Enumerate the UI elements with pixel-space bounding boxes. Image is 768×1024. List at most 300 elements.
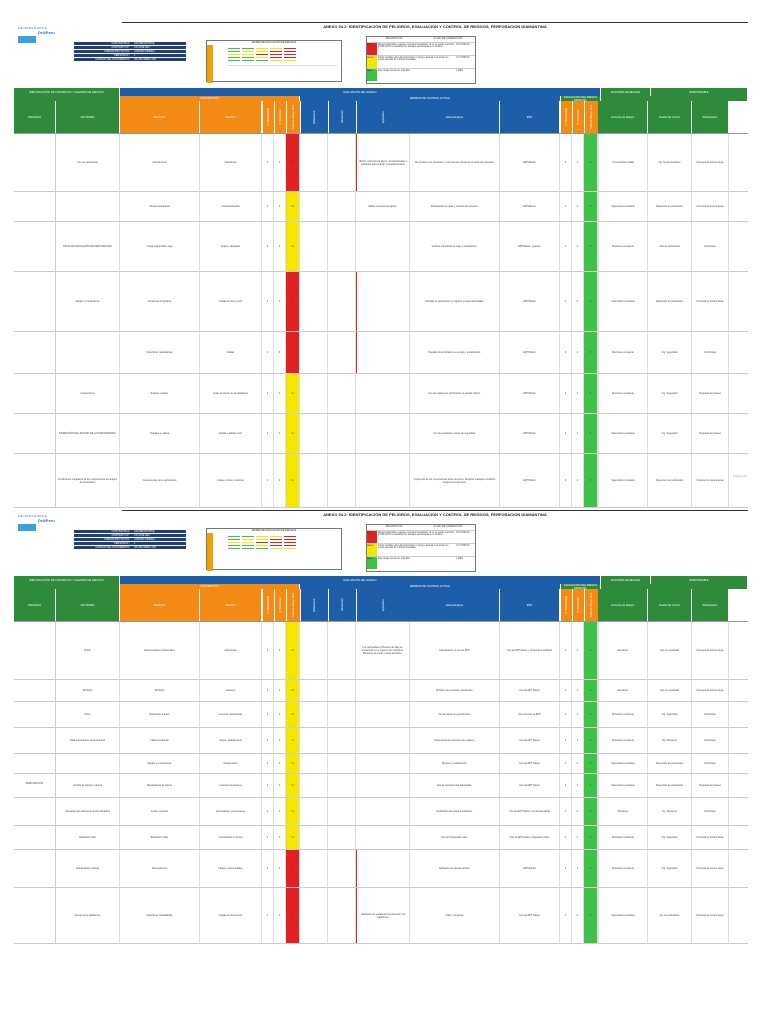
header-descripcion: DESCRIPCIÓN <box>120 96 300 101</box>
cell-nivel: 11 <box>286 798 300 825</box>
header-residual: EVALUACIÓN DEL RIESGO RESIDUAL <box>561 96 601 101</box>
header-medidas-2: MEDIDAS DE CONTROL ACTUAL <box>300 584 561 589</box>
cell-ingenieria: Utilizar vehículos de apoyo, acondicionados y validados para realizar el desplazamiento <box>356 134 410 191</box>
cell-p: 2 <box>262 798 274 825</box>
cell-s: 3 <box>274 888 286 943</box>
cell-nivel: 11 <box>286 774 300 797</box>
header-row-3b <box>14 589 748 621</box>
cell-s: 3 <box>274 754 286 773</box>
cell-empty <box>300 332 328 373</box>
legend-time: 1 MES <box>456 558 463 560</box>
cell-ingenieria <box>356 332 410 373</box>
cell-s: 3 <box>274 272 286 331</box>
cell-s: 3 <box>274 134 286 191</box>
cell-admin: Traslado de perforación en equipo y señalización. <box>410 332 500 373</box>
brand-name: DrillPeru <box>38 30 55 35</box>
cell-admin: Mantenimiento preventivo de equipos. <box>410 728 500 753</box>
cell-epp: Uso de EPP básico <box>500 680 560 701</box>
cell-rp: 2 <box>560 622 572 679</box>
cell-empty <box>328 192 356 221</box>
cell-rn: 5 <box>584 680 598 701</box>
legend-col-1: DESCRIPCIÓN <box>385 37 403 40</box>
header-medidas: MEDIDAS DE CONTROL ACTUAL <box>300 96 561 101</box>
info-label: CONTRATISTA: <box>74 530 132 533</box>
cell-part: Personal de toda la tarea <box>692 680 729 701</box>
cell-riesgo: Quemaduras en la piel <box>200 826 262 849</box>
cell-riesgo: Lesiones musculares <box>200 774 262 797</box>
title-rule-2 <box>122 510 748 511</box>
logo-mark-2 <box>18 524 36 531</box>
cell-epp: Uso de EPP básico <box>500 774 560 797</box>
column-header-n_sev: N° Severidad <box>572 589 584 621</box>
cell-nivel: 15 <box>286 850 300 887</box>
cell-ingenieria: Utilizar vehículos de apoyo <box>356 192 410 221</box>
cell-ingenieria <box>356 414 410 453</box>
column-header-acciones_col: Acciones de Mejora <box>598 101 648 133</box>
cell-peligro: Vehículo/vías <box>120 134 200 191</box>
legend-level: MEDIO <box>367 57 374 59</box>
cell-nivel: 11 <box>286 192 300 221</box>
cell-p: 2 <box>262 414 274 453</box>
cell-actividad: Operación del sistema de aceite hidráulico <box>56 798 120 825</box>
cell-empty <box>328 774 356 797</box>
cell-actividad: Vibración <box>56 680 120 701</box>
legend-level: BAJO <box>367 558 373 560</box>
cell-epp: Uso de EPP básico, bloqueador solar <box>500 826 560 849</box>
table-row <box>14 332 748 374</box>
cell-part: Perforistas <box>692 754 729 773</box>
legend-row <box>367 543 475 556</box>
cell-part: Personal de toda la tarea <box>692 826 729 849</box>
column-header-eliminacion: Eliminación <box>300 589 328 621</box>
cell-epp: EPP Básico <box>500 414 560 453</box>
page-2 <box>14 510 748 1024</box>
cell-epp: EPP Básico <box>500 272 560 331</box>
header-evaluacion-2: EVALUACIÓN DEL RIESGO <box>120 576 601 584</box>
cell-rp: 2 <box>560 774 572 797</box>
cell-rn: 5 <box>584 728 598 753</box>
cell-part: Personal de toda la tarea <box>692 134 729 191</box>
cell-rs: 2 <box>572 622 584 679</box>
info-label: VERSIÓN N°: <box>74 542 132 545</box>
info-label: UNIDAD/PROYECTO: <box>74 50 132 53</box>
cell-nivel: 11 <box>286 454 300 507</box>
cell-actividad: Cambio de barras y tubería <box>56 774 120 797</box>
column-header-dueno: Dueño del control <box>648 589 692 621</box>
table-body-2 <box>14 621 748 944</box>
cell-peligro: Vibración <box>120 680 200 701</box>
legend-col-2: PLAZO DE CORRECCIÓN <box>433 37 463 40</box>
cell-nivel: 11 <box>286 622 300 679</box>
cell-p: 3 <box>262 754 274 773</box>
cell-p: 2 <box>262 332 274 373</box>
cell-p: 3 <box>262 222 274 271</box>
cell-empty <box>328 728 356 753</box>
column-header-nivel: Nivel de Riesgo Puro <box>584 589 598 621</box>
cell-dueno: Jefe de perforación <box>648 222 692 271</box>
cell-empty <box>300 272 328 331</box>
cell-ingenieria <box>356 222 410 271</box>
column-header-peligro: PELIGRO <box>120 589 200 621</box>
document-title-2: ANEXO 04.2: IDENTIFICACIÓN DE PELIGROS, EVALUACIÓN Y CONTROL DE RIESGOS, PERFORACIÓN DIAMANTINA <box>323 512 547 517</box>
risk-grid-cell <box>227 59 241 62</box>
info-label: CONTRATO N°: <box>74 534 132 537</box>
column-header-eliminacion: Eliminación <box>300 101 328 133</box>
cell-rn: 5 <box>584 774 598 797</box>
cell-rn: 5 <box>584 622 598 679</box>
cell-s: 3 <box>274 332 286 373</box>
risk-grid-cell <box>283 547 297 550</box>
cell-s: 3 <box>274 798 286 825</box>
cell-dueno: Ing. Mecánico <box>648 728 692 753</box>
brand-name-2: DrillPeru <box>38 518 55 523</box>
cell-admin: Verificar maniobras de izaje y señalización. <box>410 222 500 271</box>
info-value: 1 <box>132 542 186 545</box>
cell-epp: EPP Básico <box>500 454 560 507</box>
cell-accion: Monitoreo constante <box>598 728 648 753</box>
cell-riesgo: Caídas a distinto nivel <box>200 414 262 453</box>
cell-p: 2 <box>262 728 274 753</box>
cell-rn: 8 <box>584 134 598 191</box>
cell-rs: 2 <box>572 798 584 825</box>
cell-empty <box>328 622 356 679</box>
cell-actividad: TRASLADO DE EQUIPO DE PERFORACIÓN <box>56 222 120 271</box>
cell-epp: EPP Básico <box>500 192 560 221</box>
info-value: GS-DR-IPERC-001 <box>132 58 186 61</box>
cell-p: 3 <box>262 134 274 191</box>
cell-accion: Monitoreo constante <box>598 826 648 849</box>
cell-empty <box>328 272 356 331</box>
cell-riesgo: Volcaduras <box>200 134 262 191</box>
header-row-3 <box>14 101 748 133</box>
cell-admin: Rotación de personal y descansos. <box>410 680 500 701</box>
column-header-epp: EPP <box>500 101 560 133</box>
cell-p: 2 <box>262 454 274 507</box>
cell-rs: 2 <box>572 888 584 943</box>
table-row <box>14 728 748 754</box>
cell-empty <box>328 798 356 825</box>
cell-accion: Monitoreo constante <box>598 374 648 413</box>
cell-epp: EPP Básico <box>500 850 560 887</box>
cell-part: Personal de la tarea <box>692 414 729 453</box>
cell-rp: 2 <box>560 798 572 825</box>
cell-rn: 8 <box>584 272 598 331</box>
info-value: UNIDAD MINERA <box>132 538 186 541</box>
cell-empty <box>328 850 356 887</box>
column-header-ingenieria: Ingeniería <box>356 101 410 133</box>
cell-dueno: Ing. Mecánico <box>648 798 692 825</box>
legend-swatch <box>367 43 377 55</box>
cell-epp: EPP Básico <box>500 374 560 413</box>
cell-p: 2 <box>262 850 274 887</box>
cell-riesgo: Lesiones respiratorias <box>200 702 262 727</box>
cell-rs: 2 <box>572 728 584 753</box>
cell-ingenieria: Utilización de escaleras para acceder a la plataforma. <box>356 888 410 943</box>
column-header-n_sev: N° Severidad <box>274 589 286 621</box>
table-row <box>14 454 748 508</box>
cell-nivel: 11 <box>286 754 300 773</box>
cell-ingenieria <box>356 680 410 701</box>
cell-rs: 2 <box>572 192 584 221</box>
cell-rn: 5 <box>584 798 598 825</box>
cell-empty <box>300 702 328 727</box>
cell-accion: Supervisión constante <box>598 454 648 507</box>
cell-s: 2 <box>274 374 286 413</box>
risk-grid-cell <box>255 547 269 550</box>
risk-grid-cell <box>227 547 241 550</box>
header-acciones: ACCIONES DE MEJORA <box>601 88 651 96</box>
cell-part: Personal de la tarea <box>692 374 729 413</box>
table-row <box>14 888 748 944</box>
cell-peligro: Exposición a polvo <box>120 702 200 727</box>
cell-empty <box>300 754 328 773</box>
cell-empty <box>328 134 356 191</box>
cell-part: Perforistas <box>692 798 729 825</box>
cell-rp: 2 <box>560 888 572 943</box>
cell-rp: 2 <box>560 414 572 453</box>
cell-accion: Supervisión constante <box>598 414 648 453</box>
cell-p: 2 <box>262 774 274 797</box>
info-label: CÓDIGO DEL DOCUMENTO: <box>74 58 132 61</box>
legend-time: 0-24 HORAS <box>456 44 470 46</box>
cell-riesgo: Golpes, cortes y lesiones <box>200 454 262 507</box>
cell-rn: 5 <box>584 826 598 849</box>
cell-rn: 5 <box>584 222 598 271</box>
column-header-sustitucion: Sustitución <box>328 589 356 621</box>
info-label: UNIDAD/PROYECTO: <box>74 538 132 541</box>
cell-ingenieria <box>356 702 410 727</box>
cell-actividad: Inspecciones <box>56 374 120 413</box>
cell-riesgo: Golpes, atrapamiento <box>200 728 262 753</box>
cell-p: 2 <box>262 680 274 701</box>
info-value: CS-2016-000 <box>132 534 186 537</box>
cell-ingenieria <box>356 272 410 331</box>
cell-dueno: Ing. de perforación <box>648 888 692 943</box>
cell-rs: 2 <box>572 332 584 373</box>
column-header-nivel: Nivel de Riesgo Puro <box>286 101 300 133</box>
cell-rp: 2 <box>560 850 572 887</box>
info-label: CÓDIGO DEL DOCUMENTO: <box>74 546 132 549</box>
cell-nivel: 15 <box>286 272 300 331</box>
legend-level: BAJO <box>367 70 373 72</box>
risk-grid-cell <box>241 547 255 550</box>
info-value: GEORESOURCE <box>132 530 186 533</box>
info-value: GEORESOURCE <box>132 42 186 45</box>
cell-empty <box>300 192 328 221</box>
cell-s: 2 <box>274 414 286 453</box>
cell-nivel: 11 <box>286 222 300 271</box>
cell-dueno: Jefe de seguridad <box>648 622 692 679</box>
info-value: CS-2016-000 <box>132 46 186 49</box>
column-header-administrativos: Administrativos <box>410 589 500 621</box>
page-number: Página 1 de 7 <box>733 475 748 478</box>
cell-p: 3 <box>262 888 274 943</box>
cell-p: 3 <box>262 272 274 331</box>
cell-rn: 5 <box>584 192 598 221</box>
column-header-dueno: Dueño del control <box>648 101 692 133</box>
column-header-nivel: Nivel de Riesgo Puro <box>286 589 300 621</box>
header-identificacion: IDENTIFICACIÓN DE CONCEPTOS Y AGENTES DE RIESGOS <box>14 88 120 96</box>
logo-text-2: GEORESOURCE <box>18 514 48 518</box>
cell-nivel: 11 <box>286 728 300 753</box>
cell-admin: No conducir con cansancio y somnolencia. Respetar el límite de velocidad. <box>410 134 500 191</box>
cell-actividad: Acceso de la plataforma <box>56 888 120 943</box>
cell-admin: Verificación del sistema hidráulico. <box>410 798 500 825</box>
legend-time: 0-72 HORAS <box>456 545 470 547</box>
cell-riesgo: Caídas al mismo nivel <box>200 888 262 943</box>
table-row <box>14 850 748 888</box>
cell-part: Personal de toda la tarea <box>692 272 729 331</box>
cell-accion: Comunicación radial <box>598 134 648 191</box>
legend-swatch <box>367 544 377 556</box>
risk-grid-cell <box>283 59 297 62</box>
column-header-sustitucion: Sustitución <box>328 101 356 133</box>
cell-s: 2 <box>274 850 286 887</box>
cell-accion: Supervisión constante <box>598 888 648 943</box>
cell-accion: Supervisión constante <box>598 774 648 797</box>
legend-level: ALTO <box>367 532 373 534</box>
info-label: CONTRATISTA: <box>74 42 132 45</box>
cell-ingenieria <box>356 798 410 825</box>
column-header-n_prob: N° Probabilidad <box>262 101 274 133</box>
table-row <box>14 702 748 728</box>
cell-accion: Monitoreo <box>598 798 648 825</box>
cell-admin: Bloqueo y señalización. <box>410 754 500 773</box>
table-row <box>14 414 748 454</box>
cell-accion: Monitoreo constante <box>598 702 648 727</box>
cell-rp: 2 <box>560 272 572 331</box>
risk-grid <box>227 47 297 62</box>
table-row <box>14 222 748 272</box>
document-title: ANEXO 04.2: IDENTIFICACIÓN DE PELIGROS, EVALUACIÓN Y CONTROL DE RIESGOS, PERFORACIÓN DIAMANTINA <box>323 24 547 29</box>
cell-epp: Uso de EPP básico <box>500 888 560 943</box>
cell-p: 2 <box>262 622 274 679</box>
cell-s: 2 <box>274 454 286 507</box>
cell-dueno: Supervisor de perforación <box>648 272 692 331</box>
process-cell: PERFORACIÓN <box>14 622 56 944</box>
column-header-actividad: ACTIVIDAD <box>56 101 120 133</box>
cell-epp: Uso de EPP básico y protección facial <box>500 798 560 825</box>
legend-text: Iniciar medidas para eliminar/reducir el riesgo. Evaluar si la acción se puede ejecutar de manera inmediata. <box>378 57 449 61</box>
cell-nivel: 11 <box>286 826 300 849</box>
cell-epp: Uso correcto de EPP <box>500 702 560 727</box>
severity-axis-2 <box>207 533 213 571</box>
cell-rn: 5 <box>584 850 598 887</box>
column-header-n_prob: N° Probabilidad <box>560 101 572 133</box>
cell-rn: 5 <box>584 702 598 727</box>
cell-actividad: Manipulación manual <box>56 850 120 887</box>
cell-empty <box>300 850 328 887</box>
legend-swatch <box>367 56 377 68</box>
cell-rp: 2 <box>560 332 572 373</box>
table-row <box>14 754 748 774</box>
column-header-n_prob: N° Probabilidad <box>560 589 572 621</box>
cell-part: Perforistas <box>692 728 729 753</box>
table-row <box>14 774 748 798</box>
legend-row <box>367 530 475 543</box>
header-acciones-2: ACCIONES DE MEJORA <box>601 576 651 584</box>
cell-epp: EPP Básico <box>500 332 560 373</box>
cell-admin: Aplicación de pausas activas. <box>410 850 500 887</box>
column-header-proceso: PROCESO <box>14 589 56 621</box>
cell-rn: 5 <box>584 374 598 413</box>
cell-admin: Uso de escaleras y arnés de seguridad. <box>410 414 500 453</box>
cell-rp: 2 <box>560 374 572 413</box>
cell-dueno: Ing. Seguridad <box>648 374 692 413</box>
cell-admin: Planificación de rutas y revisión del vehículo. <box>410 192 500 221</box>
cell-part: Personal de toda la tarea <box>692 622 729 679</box>
header-evaluacion: EVALUACIÓN DEL RIESGO <box>120 88 601 96</box>
table-row <box>14 826 748 850</box>
cell-actividad: Ruido <box>56 622 120 679</box>
cell-accion: Monitoreo constante <box>598 222 648 271</box>
cell-empty <box>300 826 328 849</box>
cell-nivel: 15 <box>286 134 300 191</box>
header-residual-2: EVALUACIÓN DEL RIESGO RESIDUAL <box>561 584 601 589</box>
cell-rs: 2 <box>572 702 584 727</box>
legend-row <box>367 68 475 81</box>
header-responsable-2: RESPONSABLE <box>651 576 748 584</box>
cell-nivel: 11 <box>286 374 300 413</box>
cell-accion: Monitoreo constante <box>598 850 648 887</box>
cell-nivel: 11 <box>286 702 300 727</box>
cell-admin: Uso de herramientas adecuadas. <box>410 774 500 797</box>
cell-dueno: Ing. Seguridad <box>648 414 692 453</box>
company-logo-2 <box>18 514 72 532</box>
risk-legend <box>366 36 476 84</box>
cell-actividad: Polvo <box>56 702 120 727</box>
cell-ingenieria <box>356 454 410 507</box>
cell-dueno: Supervisor de perforación <box>648 454 692 507</box>
column-header-acciones_col: Acciones de Mejora <box>598 589 648 621</box>
column-header-ingenieria: Ingeniería <box>356 589 410 621</box>
table-row <box>14 680 748 702</box>
legend-time: 0-24 HORAS <box>456 532 470 534</box>
cell-peligro: Enfermedades profesionales <box>120 622 200 679</box>
cell-ingenieria <box>356 850 410 887</box>
cell-accion: Supervisión constante <box>598 272 648 331</box>
severity-axis <box>207 45 213 83</box>
cell-dueno: Supervisor de perforación <box>648 192 692 221</box>
cell-s: 2 <box>274 702 286 727</box>
cell-rs: 2 <box>572 774 584 797</box>
cell-rs: 3 <box>572 272 584 331</box>
cell-rp: 2 <box>560 454 572 507</box>
cell-epp: EPP Básico, guantes <box>500 222 560 271</box>
cell-dueno: Ing. Seguridad <box>648 702 692 727</box>
cell-part: Personal de toda la tarea <box>692 192 729 221</box>
cell-dueno: Ing. Seguridad <box>648 850 692 887</box>
info-row <box>74 58 186 62</box>
cell-ingenieria <box>356 374 410 413</box>
cell-riesgo: Choque/atropello <box>200 192 262 221</box>
risk-grid-cell <box>255 59 269 62</box>
legend-text: Iniciar medidas para eliminar/reducir el riesgo. Evaluar si la acción se puede ejecutar de manera inmediata. <box>378 545 449 549</box>
column-header-riesgo: RIESGO <box>200 589 262 621</box>
cell-admin: Inspección de los componentes antes del inicio. Reportar cualquier condición insegura al supervisor. <box>410 454 500 507</box>
cell-p: 2 <box>262 702 274 727</box>
info-value: 1 <box>132 54 186 57</box>
cell-ingenieria <box>356 774 410 797</box>
cell-actividad: Radiación solar <box>56 826 120 849</box>
header-row-1b <box>14 576 748 584</box>
cell-rs: 2 <box>572 134 584 191</box>
cell-actividad: INSPECCIÓN DEL ESTADO DE LA PERFORADORA <box>56 414 120 453</box>
column-header-riesgo: RIESGO <box>200 101 262 133</box>
cell-rs: 2 <box>572 680 584 701</box>
risk-grid-cell <box>241 59 255 62</box>
column-header-administrativos: Administrativos <box>410 101 500 133</box>
